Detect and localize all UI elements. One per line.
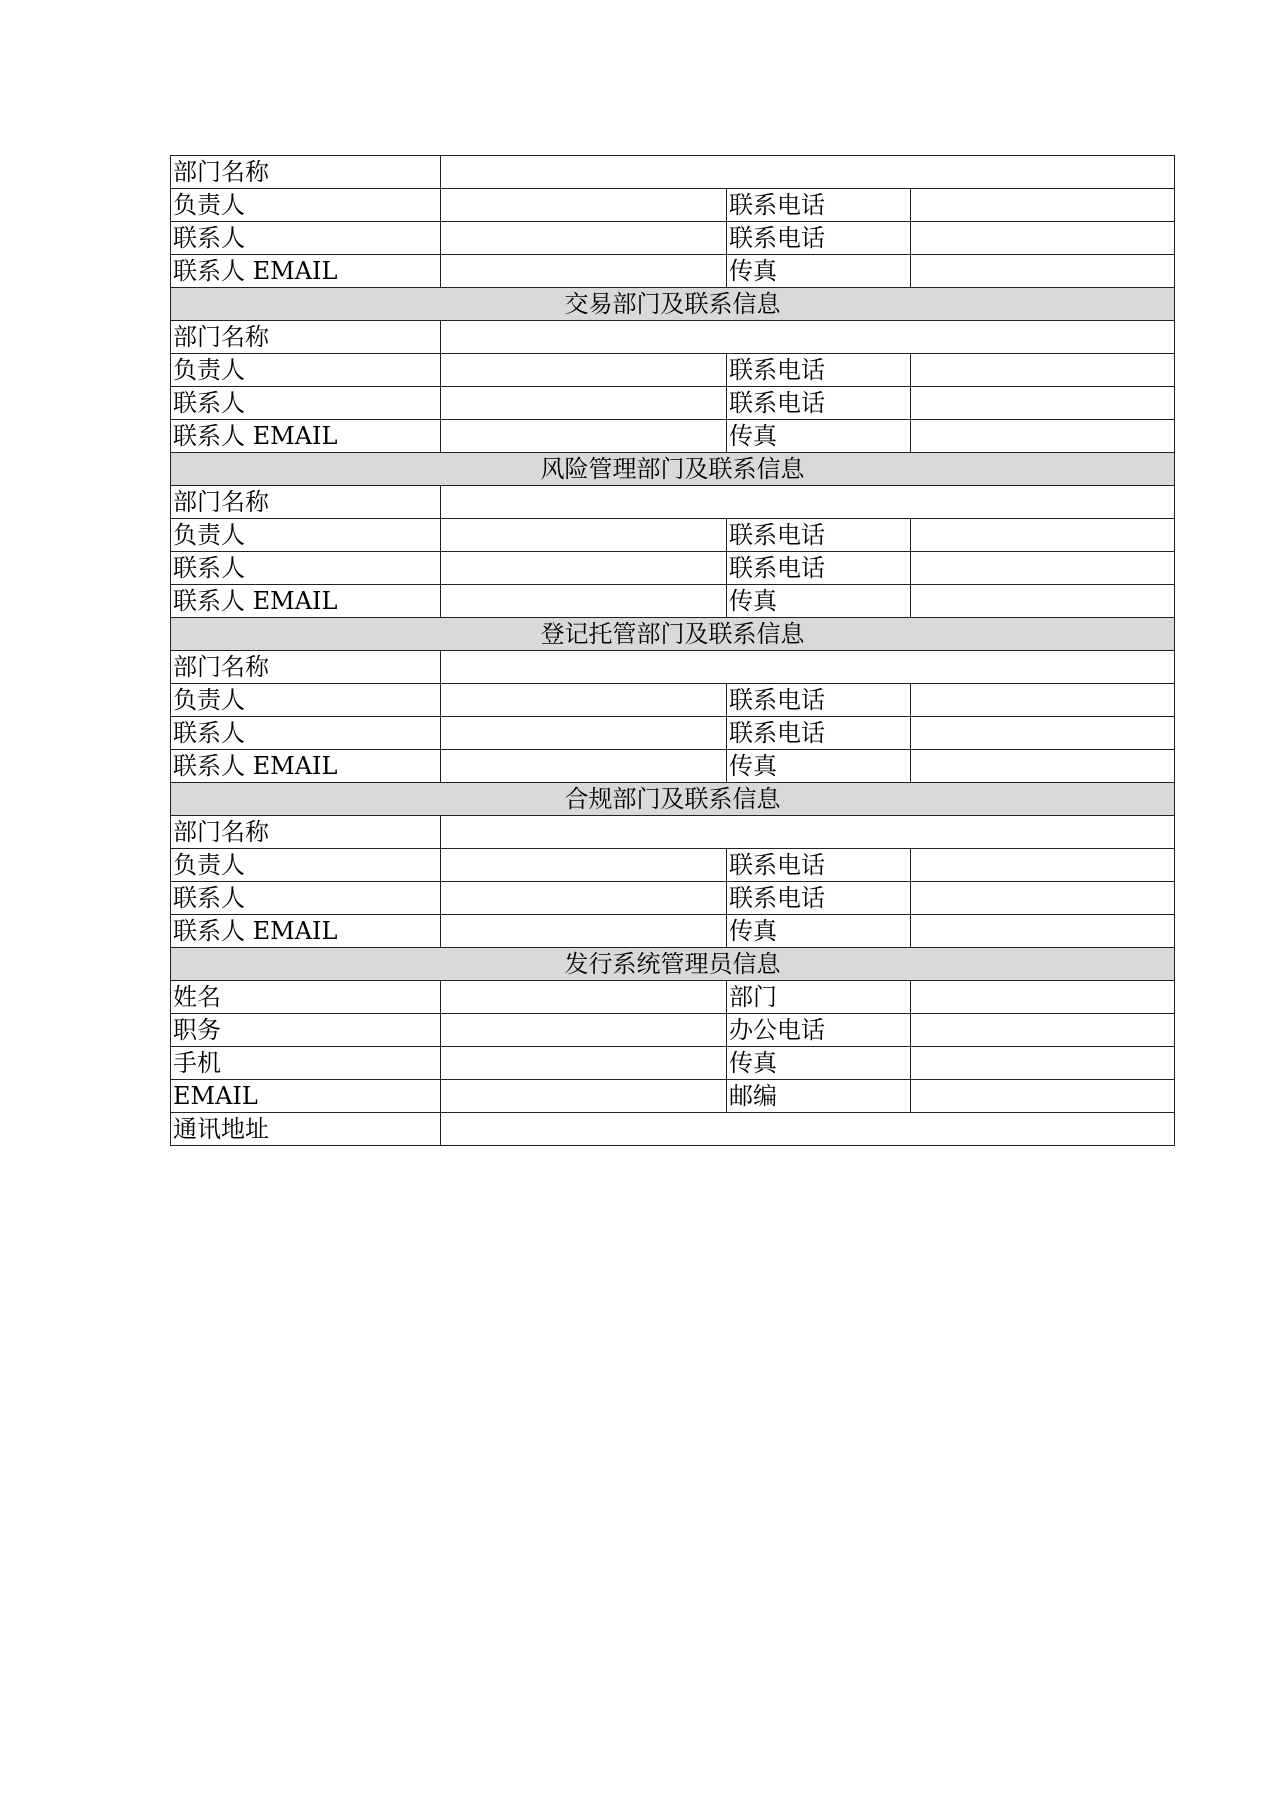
form-row xyxy=(171,750,1175,783)
field-value[interactable] xyxy=(911,387,1175,420)
field-value[interactable] xyxy=(441,1080,727,1113)
field-label: 部门名称 xyxy=(171,156,441,189)
form-row xyxy=(171,1014,1175,1047)
form-row xyxy=(171,552,1175,585)
field-label: 联系电话 xyxy=(727,387,911,420)
field-value[interactable] xyxy=(911,717,1175,750)
field-value[interactable] xyxy=(911,684,1175,717)
field-value[interactable] xyxy=(911,1080,1175,1113)
field-label: 传真 xyxy=(727,1047,911,1080)
section-header-row xyxy=(171,453,1175,486)
field-value[interactable] xyxy=(441,816,1175,849)
field-label: 联系电话 xyxy=(727,684,911,717)
form-row xyxy=(171,717,1175,750)
form-row xyxy=(171,255,1175,288)
form-row xyxy=(171,486,1175,519)
field-value[interactable] xyxy=(911,981,1175,1014)
field-label: 姓名 xyxy=(171,981,441,1014)
field-value[interactable] xyxy=(441,750,727,783)
form-row xyxy=(171,222,1175,255)
form-row xyxy=(171,354,1175,387)
field-label: 部门名称 xyxy=(171,321,441,354)
form-row xyxy=(171,915,1175,948)
field-label: 负责人 xyxy=(171,189,441,222)
field-label: 联系人 EMAIL xyxy=(171,420,441,453)
form-row xyxy=(171,684,1175,717)
form-row xyxy=(171,882,1175,915)
field-label: 负责人 xyxy=(171,519,441,552)
field-label: 联系人 EMAIL xyxy=(171,255,441,288)
form-row xyxy=(171,651,1175,684)
form-row xyxy=(171,156,1175,189)
field-label: 部门 xyxy=(727,981,911,1014)
field-value[interactable] xyxy=(441,717,727,750)
section-title: 风险管理部门及联系信息 xyxy=(171,453,1175,486)
field-label: 邮编 xyxy=(727,1080,911,1113)
field-value[interactable] xyxy=(911,420,1175,453)
form-row xyxy=(171,321,1175,354)
field-value[interactable] xyxy=(911,255,1175,288)
field-value[interactable] xyxy=(441,156,1175,189)
field-label: 负责人 xyxy=(171,684,441,717)
field-label: 部门名称 xyxy=(171,486,441,519)
field-value[interactable] xyxy=(441,552,727,585)
field-label: 传真 xyxy=(727,255,911,288)
field-label: 通讯地址 xyxy=(171,1113,441,1146)
field-value[interactable] xyxy=(441,1014,727,1047)
field-value[interactable] xyxy=(911,750,1175,783)
field-value[interactable] xyxy=(441,255,727,288)
field-label: 部门名称 xyxy=(171,816,441,849)
field-value[interactable] xyxy=(911,519,1175,552)
field-value[interactable] xyxy=(441,387,727,420)
field-label: 传真 xyxy=(727,750,911,783)
field-label: 联系电话 xyxy=(727,717,911,750)
form-row xyxy=(171,519,1175,552)
field-value[interactable] xyxy=(441,585,727,618)
field-value[interactable] xyxy=(441,1113,1175,1146)
field-value[interactable] xyxy=(911,222,1175,255)
form-row xyxy=(171,420,1175,453)
form-row xyxy=(171,585,1175,618)
field-label: 联系电话 xyxy=(727,519,911,552)
field-label: 联系人 xyxy=(171,882,441,915)
field-label: 联系人 xyxy=(171,717,441,750)
field-label: 联系人 EMAIL xyxy=(171,915,441,948)
field-label: 联系人 EMAIL xyxy=(171,585,441,618)
field-label: 负责人 xyxy=(171,354,441,387)
field-label: 联系电话 xyxy=(727,552,911,585)
field-value[interactable] xyxy=(911,1047,1175,1080)
section-title: 发行系统管理员信息 xyxy=(171,948,1175,981)
form-row xyxy=(171,981,1175,1014)
section-header-row xyxy=(171,618,1175,651)
field-label: EMAIL xyxy=(171,1080,441,1113)
form-row xyxy=(171,1047,1175,1080)
form-body xyxy=(171,156,1175,1146)
section-title: 交易部门及联系信息 xyxy=(171,288,1175,321)
field-value[interactable] xyxy=(441,684,727,717)
form-row xyxy=(171,387,1175,420)
field-value[interactable] xyxy=(441,189,727,222)
field-value[interactable] xyxy=(911,552,1175,585)
field-label: 部门名称 xyxy=(171,651,441,684)
section-header-row xyxy=(171,783,1175,816)
section-header-row xyxy=(171,288,1175,321)
field-label: 传真 xyxy=(727,585,911,618)
field-value[interactable] xyxy=(441,915,727,948)
field-value[interactable] xyxy=(911,849,1175,882)
section-title: 合规部门及联系信息 xyxy=(171,783,1175,816)
field-value[interactable] xyxy=(441,1047,727,1080)
field-label: 传真 xyxy=(727,420,911,453)
field-label: 联系人 EMAIL xyxy=(171,750,441,783)
form-row xyxy=(171,816,1175,849)
contact-info-form xyxy=(170,155,1175,1146)
field-label: 职务 xyxy=(171,1014,441,1047)
field-value[interactable] xyxy=(441,519,727,552)
field-value[interactable] xyxy=(441,420,727,453)
field-value[interactable] xyxy=(911,189,1175,222)
field-value[interactable] xyxy=(911,1014,1175,1047)
field-label: 联系电话 xyxy=(727,882,911,915)
form-row xyxy=(171,849,1175,882)
field-value[interactable] xyxy=(441,849,727,882)
field-value[interactable] xyxy=(441,486,1175,519)
field-label: 联系人 xyxy=(171,222,441,255)
field-value[interactable] xyxy=(911,585,1175,618)
field-value[interactable] xyxy=(911,915,1175,948)
field-value[interactable] xyxy=(441,651,1175,684)
field-label: 联系电话 xyxy=(727,354,911,387)
field-label: 联系电话 xyxy=(727,222,911,255)
field-label: 联系人 xyxy=(171,387,441,420)
field-value[interactable] xyxy=(441,882,727,915)
field-label: 联系电话 xyxy=(727,189,911,222)
field-value[interactable] xyxy=(911,354,1175,387)
field-label: 手机 xyxy=(171,1047,441,1080)
field-label: 负责人 xyxy=(171,849,441,882)
field-label: 联系电话 xyxy=(727,849,911,882)
field-value[interactable] xyxy=(441,981,727,1014)
section-header-row xyxy=(171,948,1175,981)
form-row xyxy=(171,189,1175,222)
field-value[interactable] xyxy=(441,321,1175,354)
field-value[interactable] xyxy=(441,222,727,255)
field-label: 传真 xyxy=(727,915,911,948)
form-row xyxy=(171,1113,1175,1146)
field-value[interactable] xyxy=(911,882,1175,915)
section-title: 登记托管部门及联系信息 xyxy=(171,618,1175,651)
field-value[interactable] xyxy=(441,354,727,387)
field-label: 办公电话 xyxy=(727,1014,911,1047)
form-row xyxy=(171,1080,1175,1113)
field-label: 联系人 xyxy=(171,552,441,585)
